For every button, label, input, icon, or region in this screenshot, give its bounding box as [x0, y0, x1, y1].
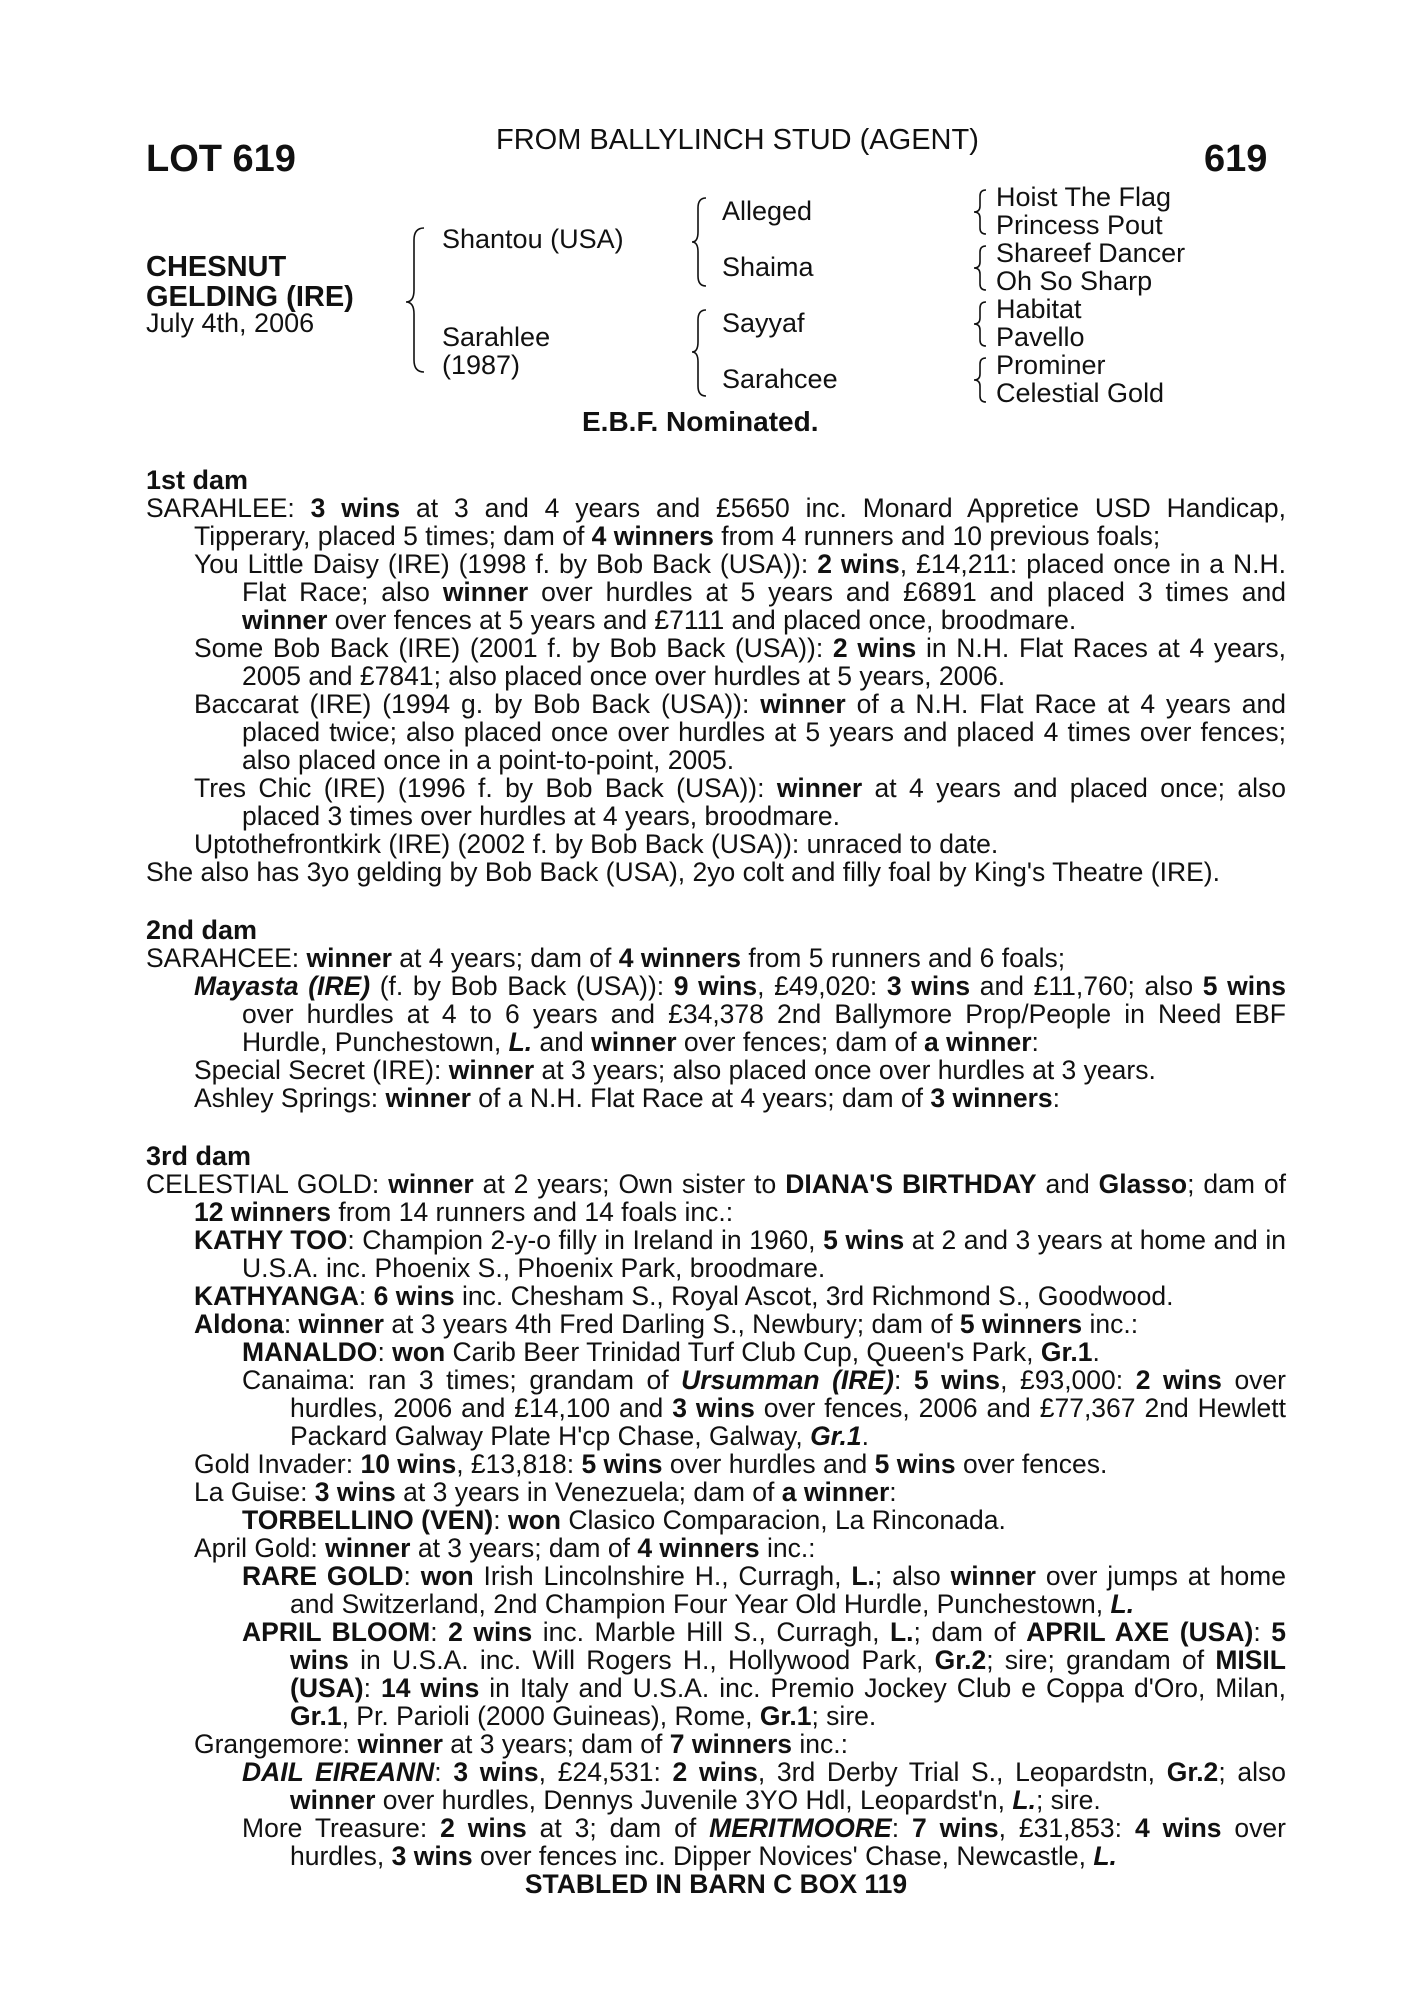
pedigree-g3-1: Hoist The Flag	[996, 182, 1172, 212]
stabled-location: STABLED IN BARN C BOX 119	[524, 1869, 908, 1899]
progeny-entry: Gold Invader: 10 wins, £13,818: 5 wins over hurdles and 5 wins over fences.	[194, 1449, 1108, 1479]
pedigree-dam-sire: Sayyaf	[722, 308, 805, 338]
catalogue-body	[146, 466, 1286, 1898]
progeny-entry: Tres Chic (IRE) (1996 f. by Bob Back (USA)): winner at 4 years and placed once; also placed 3 times over hurdles at 4 years, broodmare.	[194, 773, 1286, 831]
progeny-entry: TORBELLINO (VEN): won Clasico Comparacion, La Rinconada.	[242, 1505, 1006, 1535]
progeny-entry: More Treasure: 2 wins at 3; dam of MERITMOORE: 7 wins, £31,853: 4 wins over hurdles, 3 wins over fences inc. Dipper Novices' Chase, Newcastle, L.	[242, 1813, 1286, 1871]
progeny-entry: Mayasta (IRE) (f. by Bob Back (USA)): 9 wins, £49,020: 3 wins and £11,760; also 5 wins over hurdles at 4 to 6 years and £34,378 2nd Ballymore Prop/People in Need EBF Hurdle, Punchestown, L. and winner over fences; dam of a winner:	[194, 971, 1286, 1057]
pedigree-g3-2: Princess Pout	[996, 210, 1163, 240]
sex-line1: CHESNUT	[146, 251, 287, 283]
pedigree-g3-4: Oh So Sharp	[996, 266, 1153, 296]
vendor: FROM BALLYLINCH STUD (AGENT)	[496, 124, 979, 156]
progeny-entry: Uptothefrontkirk (IRE) (2002 f. by Bob Back (USA)): unraced to date.	[194, 829, 999, 859]
progeny-entry: Some Bob Back (IRE) (2001 f. by Bob Back (USA)): 2 wins in N.H. Flat Races at 4 years, 2005 and £7841; also placed once over hurdles at 5 years, 2006.	[194, 633, 1286, 691]
progeny-entry: Canaima: ran 3 times; grandam of Ursumman (IRE): 5 wins, £93,000: 2 wins over hurdles, 2006 and £14,100 and 3 wins over fences, 2006 and £77,367 2nd Hewlett Packard Galway Plate H'cp Chase, Galway, Gr.1.	[242, 1365, 1286, 1451]
pedigree-g3-6: Pavello	[996, 322, 1085, 352]
first-dam-heading: 1st dam	[146, 465, 249, 495]
progeny-entry: DAIL EIREANN: 3 wins, £24,531: 2 wins, 3rd Derby Trial S., Leopardstn, Gr.2; also winner over hurdles, Dennys Juvenile 3YO Hdl, Leopardst'n, L.; sire.	[242, 1757, 1286, 1815]
progeny-entry: Baccarat (IRE) (1994 g. by Bob Back (USA)): winner of a N.H. Flat Race at 4 years and placed twice; also placed once over hurdles at 5 years and placed 4 times over fences; also placed once in a point-to-point, 2005.	[194, 689, 1286, 775]
third-dam-section	[146, 1142, 1286, 1898]
progeny-entry: You Little Daisy (IRE) (1998 f. by Bob Back (USA)): 2 wins, £14,211: placed once in a N.H. Flat Race; also winner over hurdles at 5 years and £6891 and placed 3 times and winner over fences at 5 years and £7111 and placed once, broodmare.	[194, 549, 1286, 635]
pedigree-g3-7: Prominer	[996, 350, 1106, 380]
pedigree-sire-sire: Alleged	[722, 196, 813, 226]
pedigree-dam-year: (1987)	[442, 350, 521, 380]
progeny-entry: April Gold: winner at 3 years; dam of 4 winners inc.:	[194, 1533, 816, 1563]
pedigree-sire: Shantou (USA)	[442, 224, 624, 254]
progeny-entry: APRIL BLOOM: 2 wins inc. Marble Hill S., Curragh, L.; dam of APRIL AXE (USA): 5 wins in U.S.A. inc. Will Rogers H., Hollywood Park, Gr.2; sire; grandam of MISIL (USA): 14 wins in Italy and U.S.A. inc. Premio Jockey Club e Coppa d'Oro, Milan, Gr.1, Pr. Parioli (2000 Guineas), Rome, Gr.1; sire.	[242, 1617, 1286, 1731]
third-dam-line: CELESTIAL GOLD: winner at 2 years; Own sister to DIANA'S BIRTHDAY and Glasso; dam of 12 winners from 14 runners and 14 foals inc.:	[146, 1169, 1286, 1227]
lot-label: LOT 619	[146, 138, 296, 180]
progeny-entry: RARE GOLD: won Irish Lincolnshire H., Curragh, L.; also winner over jumps at home and Switzerland, 2nd Champion Four Year Old Hurdle, Punchestown, L.	[242, 1561, 1286, 1619]
progeny-entry: Grangemore: winner at 3 years; dam of 7 winners inc.:	[194, 1729, 848, 1759]
pedigree-g3-5: Habitat	[996, 294, 1082, 324]
pedigree-braces	[0, 0, 1428, 460]
progeny-entry: Aldona: winner at 3 years 4th Fred Darling S., Newbury; dam of 5 winners inc.:	[194, 1309, 1139, 1339]
progeny-entry: KATHYANGA: 6 wins inc. Chesham S., Royal Ascot, 3rd Richmond S., Goodwood.	[194, 1281, 1174, 1311]
third-dam-heading: 3rd dam	[146, 1141, 252, 1171]
progeny-entry: KATHY TOO: Champion 2-y-o filly in Ireland in 1960, 5 wins at 2 and 3 years at home and in U.S.A. inc. Phoenix S., Phoenix Park, broodmare.	[194, 1225, 1286, 1283]
pedigree-dam: Sarahlee	[442, 322, 551, 352]
pedigree-g3-8: Celestial Gold	[996, 378, 1165, 408]
second-dam-heading: 2nd dam	[146, 915, 258, 945]
ebf-nominated: E.B.F. Nominated.	[582, 406, 819, 437]
second-dam-line: SARAHCEE: winner at 4 years; dam of 4 winners from 5 runners and 6 foals;	[146, 943, 1066, 973]
progeny-entry: Special Secret (IRE): winner at 3 years; also placed once over hurdles at 3 years.	[194, 1055, 1156, 1085]
lot-number: 619	[1204, 138, 1268, 180]
pedigree-g3-3: Shareef Dancer	[996, 238, 1186, 268]
first-dam-line: SARAHLEE: 3 wins at 3 and 4 years and £5650 inc. Monard Appretice USD Handicap, Tipperary, placed 5 times; dam of 4 winners from 4 runners and 10 previous foals;	[146, 493, 1286, 551]
progeny-entry: La Guise: 3 wins at 3 years in Venezuela; dam of a winner:	[194, 1477, 897, 1507]
first-dam-section	[146, 466, 1286, 886]
pedigree-sire-dam: Shaima	[722, 252, 814, 282]
progeny-entry: Ashley Springs: winner of a N.H. Flat Race at 4 years; dam of 3 winners:	[194, 1083, 1061, 1113]
first-dam-note: She also has 3yo gelding by Bob Back (USA), 2yo colt and filly foal by King's Theatre (IRE).	[146, 857, 1220, 887]
sex-line2: GELDING (IRE)	[146, 281, 354, 313]
foaled-date: July 4th, 2006	[146, 308, 315, 338]
progeny-entry: MANALDO: won Carib Beer Trinidad Turf Club Cup, Queen's Park, Gr.1.	[242, 1337, 1100, 1367]
pedigree-dam-dam: Sarahcee	[722, 364, 838, 394]
second-dam-section	[146, 916, 1286, 1112]
